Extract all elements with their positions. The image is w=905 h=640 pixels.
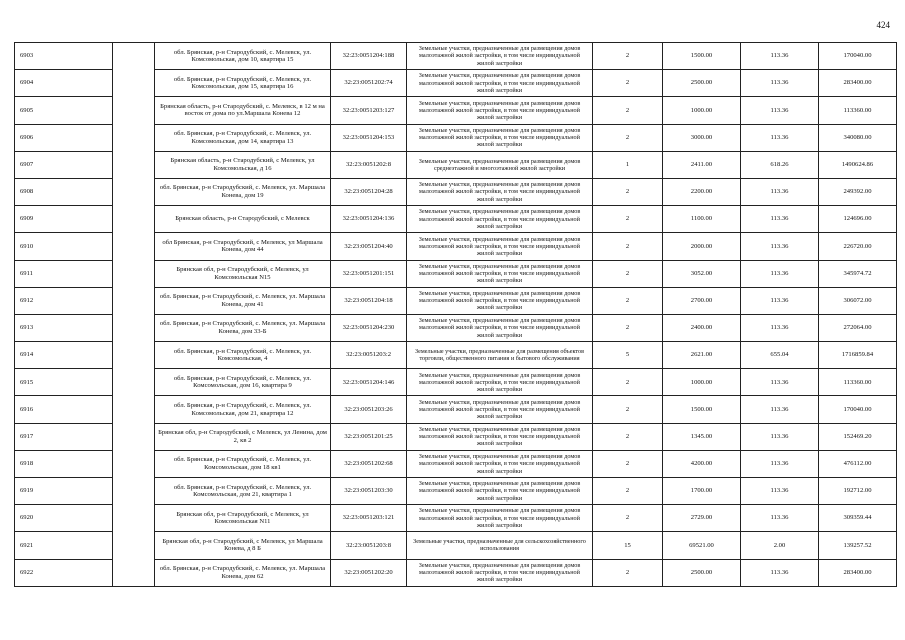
land-use-cell: Земельные участки, предназначенные для размещения домов малоэтажной жилой застройки, в том числе индивидуальной жилой застройки [407,70,593,97]
record-number-cell: 6916 [15,396,113,423]
group-cell: 2 [593,423,663,450]
group-cell: 2 [593,369,663,396]
specific-value-cell: 113.36 [741,450,819,477]
table-row [15,97,897,124]
table-row [15,342,897,369]
land-use-cell: Земельные участки, предназначенные для размещения объектов торговли, общественного питания и бытового обслуживания [407,342,593,369]
address-cell: обл. Брянская, р-н Стародубский, с. Мелевск, ул. Маршала Конева, дом 41 [155,287,331,314]
land-use-cell: Земельные участки, предназначенные для размещения домов малоэтажной жилой застройки, в том числе индивидуальной жилой застройки [407,314,593,341]
group-cell: 2 [593,559,663,586]
land-use-cell: Земельные участки, предназначенные для размещения домов среднеэтажной и многоэтажной жилой застройки [407,151,593,178]
cadastral-number-cell: 32:23:0051202:20 [331,559,407,586]
blank-cell [113,423,155,450]
specific-value-cell: 618.26 [741,151,819,178]
blank-cell [113,369,155,396]
group-cell: 15 [593,532,663,559]
group-cell: 1 [593,151,663,178]
area-cell: 2500.00 [663,70,741,97]
specific-value-cell: 113.36 [741,206,819,233]
area-cell: 2729.00 [663,505,741,532]
table-row [15,43,897,70]
table-row [15,151,897,178]
specific-value-cell: 113.36 [741,43,819,70]
land-use-cell: Земельные участки, предназначенные для размещения домов малоэтажной жилой застройки, в том числе индивидуальной жилой застройки [407,450,593,477]
table-row [15,532,897,559]
specific-value-cell: 113.36 [741,287,819,314]
area-cell: 4200.00 [663,450,741,477]
address-cell: обл. Брянская, р-н Стародубский, с. Мелевск, ул. Комсомольская, дом 15, квартира 16 [155,70,331,97]
cadastral-value-cell: 226720.00 [819,233,897,260]
area-cell: 2621.00 [663,342,741,369]
specific-value-cell: 113.36 [741,314,819,341]
specific-value-cell: 655.04 [741,342,819,369]
record-number-cell: 6914 [15,342,113,369]
area-cell: 1345.00 [663,423,741,450]
blank-cell [113,478,155,505]
cadastral-value-cell: 272064.00 [819,314,897,341]
page-number: 424 [876,20,890,30]
cadastral-value-cell: 283400.00 [819,559,897,586]
specific-value-cell: 113.36 [741,233,819,260]
record-number-cell: 6919 [15,478,113,505]
group-cell: 2 [593,43,663,70]
specific-value-cell: 113.36 [741,396,819,423]
address-cell: обл. Брянская, р-н Стародубский, с. Мелевск, ул. Комсомольская, дом 21, квартира 12 [155,396,331,423]
specific-value-cell: 113.36 [741,124,819,151]
blank-cell [113,396,155,423]
address-cell: Брянская обл, р-н Стародубский, с Мелевск, ул Комсомольская N15 [155,260,331,287]
land-use-cell: Земельные участки, предназначенные для размещения домов малоэтажной жилой застройки, в том числе индивидуальной жилой застройки [407,178,593,205]
specific-value-cell: 2.00 [741,532,819,559]
record-number-cell: 6913 [15,314,113,341]
area-cell: 69521.00 [663,532,741,559]
record-number-cell: 6908 [15,178,113,205]
land-use-cell: Земельные участки, предназначенные для размещения домов малоэтажной жилой застройки, в том числе индивидуальной жилой застройки [407,369,593,396]
address-cell: обл. Брянская, р-н Стародубский, с. Мелевск, ул. Маршала Конева, дом 33-Б [155,314,331,341]
area-cell: 2400.00 [663,314,741,341]
cadastral-value-cell: 283400.00 [819,70,897,97]
cadastral-number-cell: 32:23:0051204:146 [331,369,407,396]
cadastral-number-cell: 32:23:0051202:68 [331,450,407,477]
area-cell: 2700.00 [663,287,741,314]
cadastral-value-cell: 309359.44 [819,505,897,532]
record-number-cell: 6912 [15,287,113,314]
land-use-cell: Земельные участки, предназначенные для размещения домов малоэтажной жилой застройки, в том числе индивидуальной жилой застройки [407,559,593,586]
table-row [15,478,897,505]
cadastral-value-cell: 152469.20 [819,423,897,450]
table-row [15,559,897,586]
specific-value-cell: 113.36 [741,559,819,586]
cadastral-value-cell: 306072.00 [819,287,897,314]
area-cell: 1000.00 [663,97,741,124]
area-cell: 1500.00 [663,43,741,70]
table-row [15,369,897,396]
blank-cell [113,450,155,477]
cadastral-value-cell: 170040.00 [819,396,897,423]
blank-cell [113,178,155,205]
blank-cell [113,287,155,314]
table-row [15,287,897,314]
record-number-cell: 6907 [15,151,113,178]
table-row [15,260,897,287]
area-cell: 3052.00 [663,260,741,287]
address-cell: Брянская обл, р-н Стародубский, с Мелевск, ул Комсомольская N11 [155,505,331,532]
land-use-cell: Земельные участки, предназначенные для размещения домов малоэтажной жилой застройки, в том числе индивидуальной жилой застройки [407,287,593,314]
cadastral-value-cell: 124696.00 [819,206,897,233]
record-number-cell: 6915 [15,369,113,396]
address-cell: Брянская обл, р-н Стародубский, с Мелевск, ул Маршала Конева, д 8 Б [155,532,331,559]
blank-cell [113,124,155,151]
specific-value-cell: 113.36 [741,369,819,396]
cadastral-value-cell: 1716859.84 [819,342,897,369]
cadastral-value-table [14,42,897,587]
specific-value-cell: 113.36 [741,478,819,505]
group-cell: 2 [593,233,663,260]
record-number-cell: 6904 [15,70,113,97]
blank-cell [113,233,155,260]
address-cell: обл. Брянская, р-н Стародубский, с. Мелевск, ул. Маршала Конева, дом 19 [155,178,331,205]
area-cell: 1500.00 [663,396,741,423]
land-use-cell: Земельные участки, предназначенные для сельскохозяйственного использования [407,532,593,559]
blank-cell [113,43,155,70]
cadastral-value-cell: 113360.00 [819,369,897,396]
table-row [15,70,897,97]
blank-cell [113,342,155,369]
blank-cell [113,559,155,586]
group-cell: 2 [593,396,663,423]
address-cell: Брянская обл, р-н Стародубский, с Мелевск, ул Ленина, дом 2, кв 2 [155,423,331,450]
group-cell: 2 [593,287,663,314]
address-cell: обл. Брянская, р-н Стародубский, с. Мелевск, ул. Комсомольская, 4 [155,342,331,369]
group-cell: 2 [593,206,663,233]
record-number-cell: 6905 [15,97,113,124]
address-cell: обл. Брянская, р-н Стародубский, с. Мелевск, ул. Комсомольская, дом 16, квартира 9 [155,369,331,396]
address-cell: обл. Брянская, р-н Стародубский, с. Мелевск, ул. Маршала Конева, дом 62 [155,559,331,586]
land-use-cell: Земельные участки, предназначенные для размещения домов малоэтажной жилой застройки, в том числе индивидуальной жилой застройки [407,396,593,423]
cadastral-value-cell: 1490624.86 [819,151,897,178]
cadastral-number-cell: 32:23:0051201:151 [331,260,407,287]
group-cell: 2 [593,70,663,97]
cadastral-value-cell: 170040.00 [819,43,897,70]
group-cell: 2 [593,97,663,124]
group-cell: 2 [593,260,663,287]
cadastral-value-cell: 249392.00 [819,178,897,205]
group-cell: 2 [593,505,663,532]
cadastral-number-cell: 32:23:0051203:30 [331,478,407,505]
record-number-cell: 6917 [15,423,113,450]
group-cell: 2 [593,450,663,477]
specific-value-cell: 113.36 [741,70,819,97]
specific-value-cell: 113.36 [741,505,819,532]
land-use-cell: Земельные участки, предназначенные для размещения домов малоэтажной жилой застройки, в том числе индивидуальной жилой застройки [407,206,593,233]
table-row [15,314,897,341]
table-row [15,178,897,205]
group-cell: 2 [593,124,663,151]
cadastral-number-cell: 32:23:0051203:121 [331,505,407,532]
cadastral-number-cell: 32:23:0051204:136 [331,206,407,233]
cadastral-number-cell: 32:23:0051204:40 [331,233,407,260]
cadastral-value-cell: 340080.00 [819,124,897,151]
area-cell: 2500.00 [663,559,741,586]
specific-value-cell: 113.36 [741,97,819,124]
record-number-cell: 6920 [15,505,113,532]
table-row [15,233,897,260]
cadastral-number-cell: 32:23:0051203:2 [331,342,407,369]
cadastral-value-cell: 139257.52 [819,532,897,559]
cadastral-number-cell: 32:23:0051202:74 [331,70,407,97]
cadastral-value-cell: 192712.00 [819,478,897,505]
group-cell: 5 [593,342,663,369]
blank-cell [113,151,155,178]
blank-cell [113,532,155,559]
blank-cell [113,70,155,97]
cadastral-number-cell: 32:23:0051201:25 [331,423,407,450]
table-row [15,450,897,477]
record-number-cell: 6910 [15,233,113,260]
record-number-cell: 6922 [15,559,113,586]
cadastral-number-cell: 32:23:0051203:8 [331,532,407,559]
address-cell: Брянская область, р-н Стародубский, с Мелевск, ул Комсомольская, д 16 [155,151,331,178]
record-number-cell: 6921 [15,532,113,559]
table-row [15,124,897,151]
record-number-cell: 6911 [15,260,113,287]
area-cell: 2000.00 [663,233,741,260]
land-use-cell: Земельные участки, предназначенные для размещения домов малоэтажной жилой застройки, в том числе индивидуальной жилой застройки [407,505,593,532]
table-row [15,423,897,450]
group-cell: 2 [593,178,663,205]
record-number-cell: 6906 [15,124,113,151]
blank-cell [113,260,155,287]
address-cell: обл. Брянская, р-н Стародубский, с. Мелевск, ул. Комсомольская, дом 18 кв1 [155,450,331,477]
specific-value-cell: 113.36 [741,260,819,287]
address-cell: Брянская область, р-н Стародубский, с Мелевск [155,206,331,233]
land-use-cell: Земельные участки, предназначенные для размещения домов малоэтажной жилой застройки, в том числе индивидуальной жилой застройки [407,423,593,450]
address-cell: Брянская область, р-н Стародубский, с. Мелевск, в 12 м на восток от дома по ул.Маршала Конева 12 [155,97,331,124]
record-number-cell: 6903 [15,43,113,70]
group-cell: 2 [593,478,663,505]
record-number-cell: 6918 [15,450,113,477]
land-use-cell: Земельные участки, предназначенные для размещения домов малоэтажной жилой застройки, в том числе индивидуальной жилой застройки [407,97,593,124]
blank-cell [113,206,155,233]
area-cell: 1700.00 [663,478,741,505]
cadastral-number-cell: 32:23:0051204:188 [331,43,407,70]
table-row [15,396,897,423]
group-cell: 2 [593,314,663,341]
land-use-cell: Земельные участки, предназначенные для размещения домов малоэтажной жилой застройки, в том числе индивидуальной жилой застройки [407,233,593,260]
cadastral-number-cell: 32:23:0051202:8 [331,151,407,178]
cadastral-value-cell: 345974.72 [819,260,897,287]
table-row [15,206,897,233]
address-cell: обл. Брянская, р-н Стародубский, с. Мелевск, ул. Комсомольская, дом 21, квартира 1 [155,478,331,505]
land-use-cell: Земельные участки, предназначенные для размещения домов малоэтажной жилой застройки, в том числе индивидуальной жилой застройки [407,478,593,505]
land-use-cell: Земельные участки, предназначенные для размещения домов малоэтажной жилой застройки, в том числе индивидуальной жилой застройки [407,260,593,287]
cadastral-number-cell: 32:23:0051204:18 [331,287,407,314]
address-cell: обл Брянская, р-н Стародубский, с Мелевск, ул Маршала Конева, дом 44 [155,233,331,260]
record-number-cell: 6909 [15,206,113,233]
blank-cell [113,97,155,124]
specific-value-cell: 113.36 [741,423,819,450]
cadastral-value-cell: 476112.00 [819,450,897,477]
area-cell: 2411.00 [663,151,741,178]
cadastral-number-cell: 32:23:0051204:230 [331,314,407,341]
address-cell: обл. Брянская, р-н Стародубский, с. Мелевск, ул. Комсомольская, дом 10, квартира 15 [155,43,331,70]
land-use-cell: Земельные участки, предназначенные для размещения домов малоэтажной жилой застройки, в том числе индивидуальной жилой застройки [407,43,593,70]
area-cell: 1000.00 [663,369,741,396]
cadastral-value-cell: 113360.00 [819,97,897,124]
specific-value-cell: 113.36 [741,178,819,205]
cadastral-number-cell: 32:23:0051203:127 [331,97,407,124]
table-row [15,505,897,532]
blank-cell [113,314,155,341]
land-use-cell: Земельные участки, предназначенные для размещения домов малоэтажной жилой застройки, в том числе индивидуальной жилой застройки [407,124,593,151]
blank-cell [113,505,155,532]
cadastral-number-cell: 32:23:0051204:28 [331,178,407,205]
area-cell: 2200.00 [663,178,741,205]
area-cell: 1100.00 [663,206,741,233]
cadastral-number-cell: 32:23:0051204:153 [331,124,407,151]
address-cell: обл. Брянская, р-н Стародубский, с. Мелевск, ул. Комсомольская, дом 14, квартира 13 [155,124,331,151]
table-body [15,43,897,587]
area-cell: 3000.00 [663,124,741,151]
cadastral-number-cell: 32:23:0051203:26 [331,396,407,423]
